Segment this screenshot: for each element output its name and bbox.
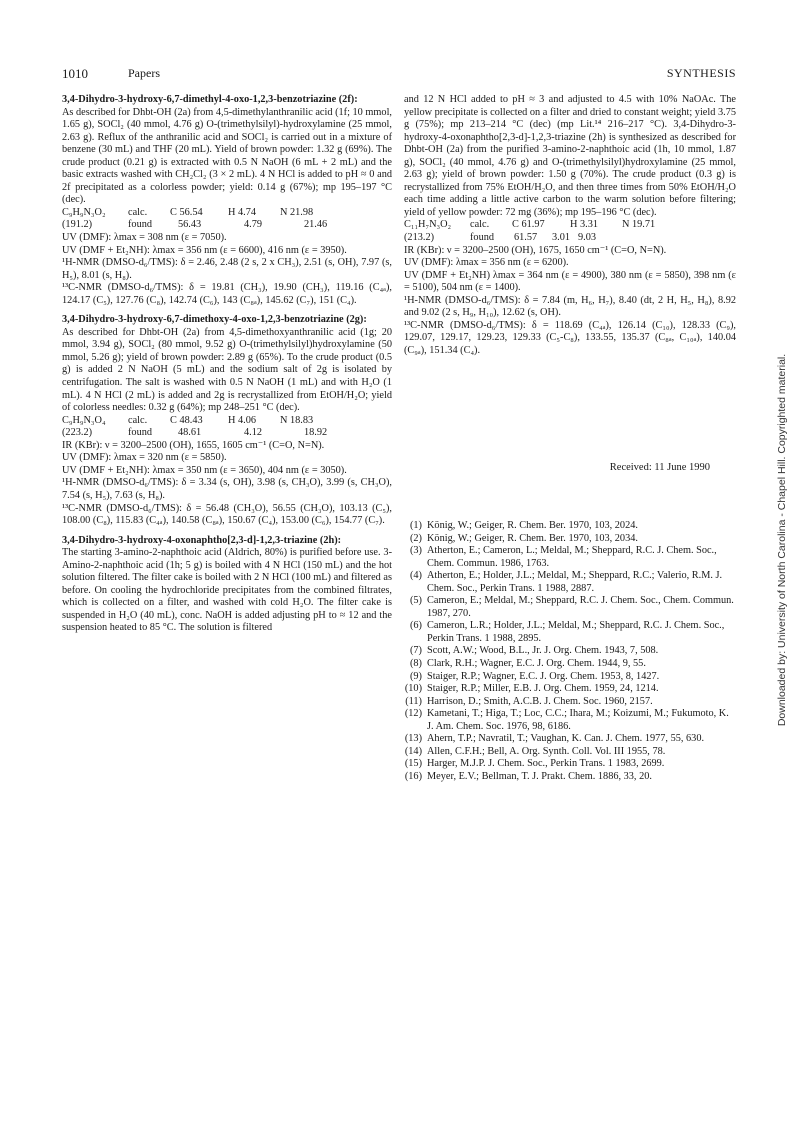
reference-item: (6) Cameron, L.R.; Holder, J.L.; Meldal, M.; Sheppard, R.C. J. Chem. Soc., Perkin Trans. 1 1988, 2895. [409, 620, 725, 644]
reference-item: (5) Cameron, E.; Meldal, M.; Sheppard, R.C. J. Chem. Soc., Chem. Commun. 1987, 270. [409, 595, 734, 619]
spectral-data: UV (DMF): λmax = 320 nm (ε = 5850). [62, 452, 227, 464]
elemental-analysis-calc: C₉H₉N₃O₂ calc. C 56.54 H 4.74 N 21.98 [62, 206, 314, 218]
spectral-data: ¹H-NMR (DMSO-d₆/TMS): δ = 3.34 (s, OH), 3.98 (s, CH₃O), 3.99 (s, CH₃O), 7.54 (s, H₅), 7.63 (s, H₈). [62, 477, 392, 501]
download-watermark: Downloaded by: University of North Carolina - Chapel Hill. Copyrighted material. [776, 353, 788, 727]
elemental-analysis-calc: C₉H₉N₃O₄ calc. C 48.43 H 4.06 N 18.83 [62, 414, 314, 426]
journal-name: SYNTHESIS [666, 66, 736, 80]
reference-item: (10) Staiger, R.P.; Miller, E.B. J. Org. Chem. 1959, 24, 1214. [404, 683, 659, 695]
reference-list [404, 520, 736, 783]
reference-item: (4) Atherton, E.; Holder, J.L.; Meldal, M.; Sheppard, R.C.; Valerio, R.M. J. Chem. Soc., Perkin Trans. 1 1988, 2887. [409, 570, 723, 594]
reference-item: (7) Scott, A.W.; Wood, B.L., Jr. J. Org. Chem. 1943, 7, 508. [409, 645, 659, 657]
section-label: Papers [128, 66, 160, 80]
reference-item: (9) Staiger, R.P.; Wagner, E.C. J. Org. Chem. 1953, 8, 1427. [409, 670, 660, 682]
spectral-data: UV (DMF + Et₂NH): λmax = 356 nm (ε = 6600), 416 nm (ε = 3950). [62, 244, 347, 256]
procedure-text: As described for Dhbt-OH (2a) from 4,5-dimethylanthranilic acid (1f; 10 mmol, 1.65 g), SOCl₂ (40 mmol, 4.76 g) O-(trimethylsilyl)-hydroxylamine (25 mmol, 2.63 g). Reflux of the anthranilic acid and SOCl₂ is carried out in a mixture of benzene (30 mL) and THF (20 mL). Yield of brown powder: 1.32 g (69%). The crude product (0.21 g) is extracted with 0.5 N NaOH (6 mL + 2 mL) and the basic extracts washed with CH₂Cl₂ (3 × 2 mL). 4 N HCl is added to pH ≈ 0 and 2f precipitated as a colorless powder; yield: 0.14 g (67%); mp 195–197 °C (dec). [62, 106, 392, 206]
spectral-data: UV (DMF + Et₂NH) λmax = 364 nm (ε = 4900), 380 nm (ε = 5850), 398 nm (ε = 5100), 504 nm (ε = 1400). [404, 269, 736, 294]
spectral-data: UV (DMF): λmax = 308 nm (ε = 7050). [62, 232, 227, 244]
spectral-data: ¹³C-NMR (DMSO-d₆/TMS): δ = 56.48 (CH₃O), 56.55 (CH₃O), 103.13 (C₅), 108.00 (C₈), 115.83 (C₄ₐ), 140.58 (C₈ₐ), 150.67 (C₄), 153.00 (C₆), 154.77 (C₇). [62, 502, 392, 527]
compound-heading: 3,4-Dihydro-3-hydroxy-4-oxonaphtho[2,3-d]-1,2,3-triazine (2h): [62, 534, 342, 546]
spectral-data: ¹H-NMR (DMSO-d₆/TMS): δ = 7.84 (m, H₆, H₇), 8.40 (dt, 2 H, H₅, H₈), 8.92 and 9.02 (2 s, H₉, H₁₀), 12.62 (s, OH). [404, 294, 736, 319]
procedure-text: and 12 N HCl added to pH ≈ 3 and adjusted to 4.5 with 10% NaOAc. The yellow precipitate is collected on a filter and dried to constant weight; yield 3.75 g (75%); mp 213–214 °C (dec) (mp Lit.¹⁴ 216–217 °C). 3,4-Dihydro-3-hydroxy-4-oxonaphtho[2,3-d]-1,2,3-triazine (2h) is synthesized as described for Dhbt-OH (2a) from the purified 3-amino-2-naphthoic acid (1h, 10 mmol, 1.87 g), SOCl₂ (40 mmol, 4.76 g) and O-(trimethylsilyl)hydroxylamine (25 mmol, 2.63 g); yield of brown powder: 1.50 g (70%). The crude product (0.3 g) is recrystallized from 75% EtOH/H₂O, and then three times from 50% EtOH/H₂O each time adding a little active carbon to the warm solution before filtering; yield of yellow powder: 72 mg (36%); mp 195–196 °C (dec). [404, 94, 736, 218]
reference-item: (16) Meyer, E.V.; Bellman, T. J. Prakt. Chem. 1886, 33, 20. [404, 770, 652, 782]
elemental-analysis-found: (191.2) found 56.43 4.79 21.46 [62, 219, 328, 231]
reference-item: (15) Harger, M.J.P. J. Chem. Soc., Perkin Trans. 1 1983, 2699. [404, 758, 665, 770]
reference-item: (2) König, W.; Geiger, R. Chem. Ber. 1970, 103, 2034. [409, 532, 638, 544]
received-date: Received: 11 June 1990 [609, 462, 710, 473]
spectral-data: ¹³C-NMR (DMSO-d₆/TMS): δ = 19.81 (CH₃), 19.90 (CH₃), 119.16 (C₄ₐ), 124.17 (C₅), 127.76 (C₈), 142.74 (C₆), 143 (C₈ₐ), 145.62 (C₇), 151 (C₄). [62, 282, 392, 306]
spectral-data: ¹³C-NMR (DMSO-d₆/TMS): δ = 118.69 (C₄ₐ), 126.14 (C₁₀), 128.33 (C₉), 129.07, 129.17, 129.23, 129.33 (C₅-C₈), 133.55, 135.37 (C₈ₐ, C₁₀ₐ), 140.04 (C₉ₐ), 151.34 (C₄). [404, 319, 736, 356]
reference-item: (3) Atherton, E.; Cameron, L.; Meldal, M.; Sheppard, R.C. J. Chem. Soc., Chem. Commun. 1986, 1763. [409, 545, 717, 569]
reference-item: (13) Ahern, T.P.; Navratil, T.; Vaughan, K. Can. J. Chem. 1977, 55, 630. [404, 733, 705, 745]
spectral-data: IR (KBr): ν = 3200–2500 (OH), 1675, 1650 cm⁻¹ (C=O, N=N). [404, 244, 667, 256]
spectral-data: ¹H-NMR (DMSO-d₆/TMS): δ = 2.46, 2.48 (2 s, 2 x CH₃), 2.51 (s, OH), 7.97 (s, H₅), 8.01 (s, H₈). [62, 257, 392, 281]
spectral-data: IR (KBr): ν = 3200–2500 (OH), 1655, 1605 cm⁻¹ (C=O, N=N). [62, 439, 325, 451]
elemental-analysis-found: (213.2) found 61.57 3.01 9.03 [404, 232, 597, 244]
left-column [62, 94, 392, 635]
spectral-data: UV (DMF): λmax = 356 nm (ε = 6200). [404, 257, 569, 269]
reference-item: (14) Allen, C.F.H.; Bell, A. Org. Synth. Coll. Vol. III 1955, 78. [404, 745, 666, 757]
compound-heading: 3,4-Dihydro-3-hydroxy-6,7-dimethyl-4-oxo-1,2,3-benzotriazine (2f): [62, 94, 358, 105]
elemental-analysis-found: (223.2) found 48.61 4.12 18.92 [62, 427, 328, 439]
reference-item: (8) Clark, R.H.; Wagner, E.C. J. Org. Chem. 1944, 9, 55. [409, 658, 646, 670]
right-column [404, 94, 736, 357]
procedure-text: The starting 3-amino-2-naphthoic acid (Aldrich, 80%) is purified before use. 3-Amino-2-naphthoic acid (1h; 5 g) is boiled with 4 N HCl (150 mL) and the hot solution filtered. The filter cake is boiled with 2 N HCl (100 mL) and filtered as before. On cooling the hydrochloride precipitates from the combined filtrates, which is collected on a filter, and washed with cold H₂O. The filter cake is suspended in H₂O (40 mL), conc. NaOH is added adjusting pH to ≈ 12 and the suspension heated to 85 °C. The solution is filtered [62, 547, 392, 634]
reference-item: (1) König, W.; Geiger, R. Chem. Ber. 1970, 103, 2024. [409, 520, 638, 531]
reference-item: (12) Kametani, T.; Higa, T.; Loc, C.C.; Ihara, M.; Koizumi, M.; Fukumoto, K. J. Am. Chem. Soc. 1976, 98, 6186. [404, 708, 729, 732]
spectral-data: UV (DMF + Et₂NH): λmax = 350 nm (ε = 3650), 404 nm (ε = 3050). [62, 464, 347, 476]
procedure-text: As described for Dhbt-OH (2a) from 4,5-dimethoxyanthranilic acid (1g; 20 mmol, 3.94 g), SOCl₂ (80 mmol, 9.52 g) O-(trimethylsilyl)hydroxylamine (50 mmol, 5.26 g); yield of brown powder: 2.89 g (65%). To the crude product (0.5 g) is added 2 N NaOH (5 mL) and the sodium salt of 2g is isolated by centrifugation. The salt is washed with 0.5 N NaOH (1 mL) and with H₂O (1 mL). 4 N HCl (2 mL) is added and 2g is recrystallized from EtOH/H₂O; yield of colorless needles: 0.32 g (64%); mp 248–251 °C (dec). [62, 326, 392, 414]
page-number: 1010 [62, 66, 88, 81]
compound-heading: 3,4-Dihydro-3-hydroxy-6,7-dimethoxy-4-oxo-1,2,3-benzotriazine (2g): [62, 314, 367, 326]
reference-item: (11) Harrison, D.; Smith, A.C.B. J. Chem. Soc. 1960, 2157. [405, 695, 653, 707]
elemental-analysis-calc: C₁₁H₇N₃O₂ calc. C 61.97 H 3.31 N 19.71 [404, 219, 656, 231]
